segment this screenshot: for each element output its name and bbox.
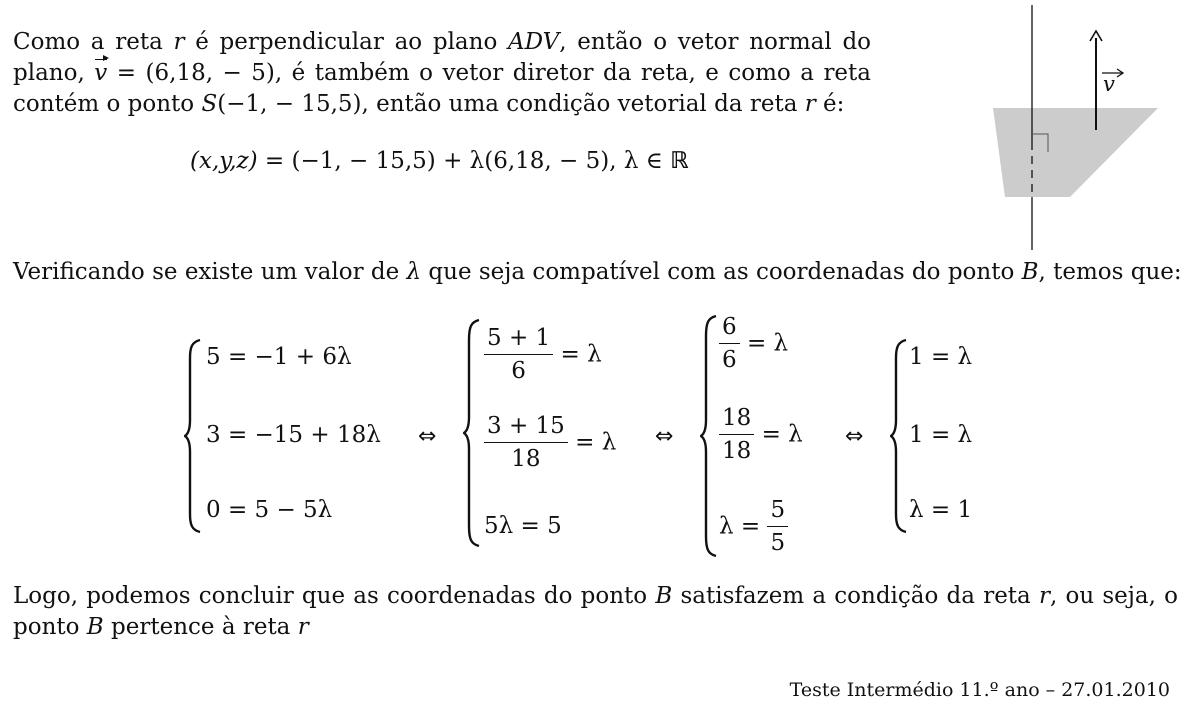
line-r-symbol: r <box>173 29 185 55</box>
plane-adv-shape <box>993 108 1158 197</box>
system-brace <box>463 318 485 548</box>
equation-tail: = λ <box>553 341 602 368</box>
fraction <box>484 324 553 385</box>
system-2-eq-2 <box>484 412 616 473</box>
system-1-eq-1: 5 = −1 + 6λ <box>206 344 352 370</box>
point-b-symbol: B <box>86 614 104 640</box>
equation-tail: = λ <box>567 429 617 456</box>
fraction-numerator: 6 <box>719 313 740 344</box>
fraction <box>484 412 568 473</box>
normal-vector-symbol: v <box>94 58 107 89</box>
intro-text: , então o vetor normal do plano, <box>13 29 872 86</box>
system-4-eq-2: 1 = λ <box>909 422 973 448</box>
point-s-symbol: S <box>201 91 218 117</box>
fraction-denominator: 18 <box>511 446 541 472</box>
equivalence-symbol: ⇔ <box>655 424 674 449</box>
line-r-symbol: r <box>804 91 816 117</box>
fraction-numerator: 18 <box>719 404 754 435</box>
verify-text: Verificando se existe um valor de <box>13 259 407 285</box>
fraction-numerator: 5 + 1 <box>484 324 553 355</box>
fraction-denominator: 6 <box>511 358 526 384</box>
equation-tail: = λ <box>754 421 803 448</box>
system-2-eq-1 <box>484 324 602 385</box>
intro-text: = (6,18, − 5), é também o vetor diretor da reta, e como a reta contém o ponto <box>13 60 872 117</box>
fraction-numerator: 3 + 15 <box>484 412 568 443</box>
conclusion-text: pertence à reta <box>103 614 298 640</box>
conclusion-text: Logo, podemos concluir que as coordenadas do ponto <box>13 583 656 609</box>
conclusion-text: , ou seja, o ponto <box>13 583 1178 640</box>
plane-line-figure <box>900 0 1190 260</box>
verify-text: que seja compatível com as coordenadas do ponto <box>421 259 1022 285</box>
fraction <box>719 404 754 465</box>
intro-paragraph <box>13 27 871 120</box>
reals-symbol: ℝ <box>670 148 689 174</box>
point-b-symbol: B <box>1021 259 1039 285</box>
lambda-symbol: λ <box>406 259 422 285</box>
system-3-eq-3 <box>719 496 788 557</box>
conclusion-paragraph <box>13 581 1178 643</box>
equation-head: λ = <box>719 513 768 540</box>
system-4-eq-1: 1 = λ <box>909 344 973 370</box>
fraction-denominator: 6 <box>722 347 737 373</box>
verify-paragraph <box>13 257 1183 288</box>
system-4-eq-3: λ = 1 <box>909 497 973 523</box>
system-3-eq-2 <box>719 404 803 465</box>
exam-source-footer: Teste Intermédio 11.º ano – 27.01.2010 <box>789 679 1170 701</box>
equation-tail: = λ <box>739 330 789 357</box>
equivalence-symbol: ⇔ <box>845 424 864 449</box>
fraction <box>767 496 788 557</box>
plane-name: ADV <box>508 29 560 55</box>
equation-rhs: = (−1, − 15,5) + λ(6,18, − 5), λ ∈ <box>257 148 671 174</box>
system-2-eq-3: 5λ = 5 <box>484 513 562 539</box>
fraction-denominator: 5 <box>770 530 786 556</box>
equation-lhs: (x,y,z) <box>190 148 258 174</box>
intro-text: é: <box>815 91 845 117</box>
line-r-symbol: r <box>297 614 309 640</box>
system-brace <box>184 338 206 534</box>
conclusion-text: satisfazem a condição da reta <box>672 583 1039 609</box>
intro-text: é perpendicular ao plano <box>184 29 509 55</box>
system-1-eq-2: 3 = −15 + 18λ <box>206 422 381 448</box>
intro-text: Como a reta <box>13 29 174 55</box>
system-3-eq-1 <box>719 313 788 374</box>
intro-text: (−1, − 15,5), então uma condição vetorial da reta <box>217 91 805 117</box>
line-r-symbol: r <box>1038 583 1050 609</box>
verify-text: , temos que: <box>1038 259 1182 285</box>
vector-label: v <box>1103 72 1115 96</box>
fraction-numerator: 5 <box>767 496 788 527</box>
vector-equation <box>190 148 689 174</box>
system-1-eq-3: 0 = 5 − 5λ <box>206 497 333 523</box>
fraction-denominator: 18 <box>722 438 752 464</box>
point-b-symbol: B <box>655 583 673 609</box>
equivalence-symbol: ⇔ <box>418 424 437 449</box>
fraction <box>719 313 740 374</box>
